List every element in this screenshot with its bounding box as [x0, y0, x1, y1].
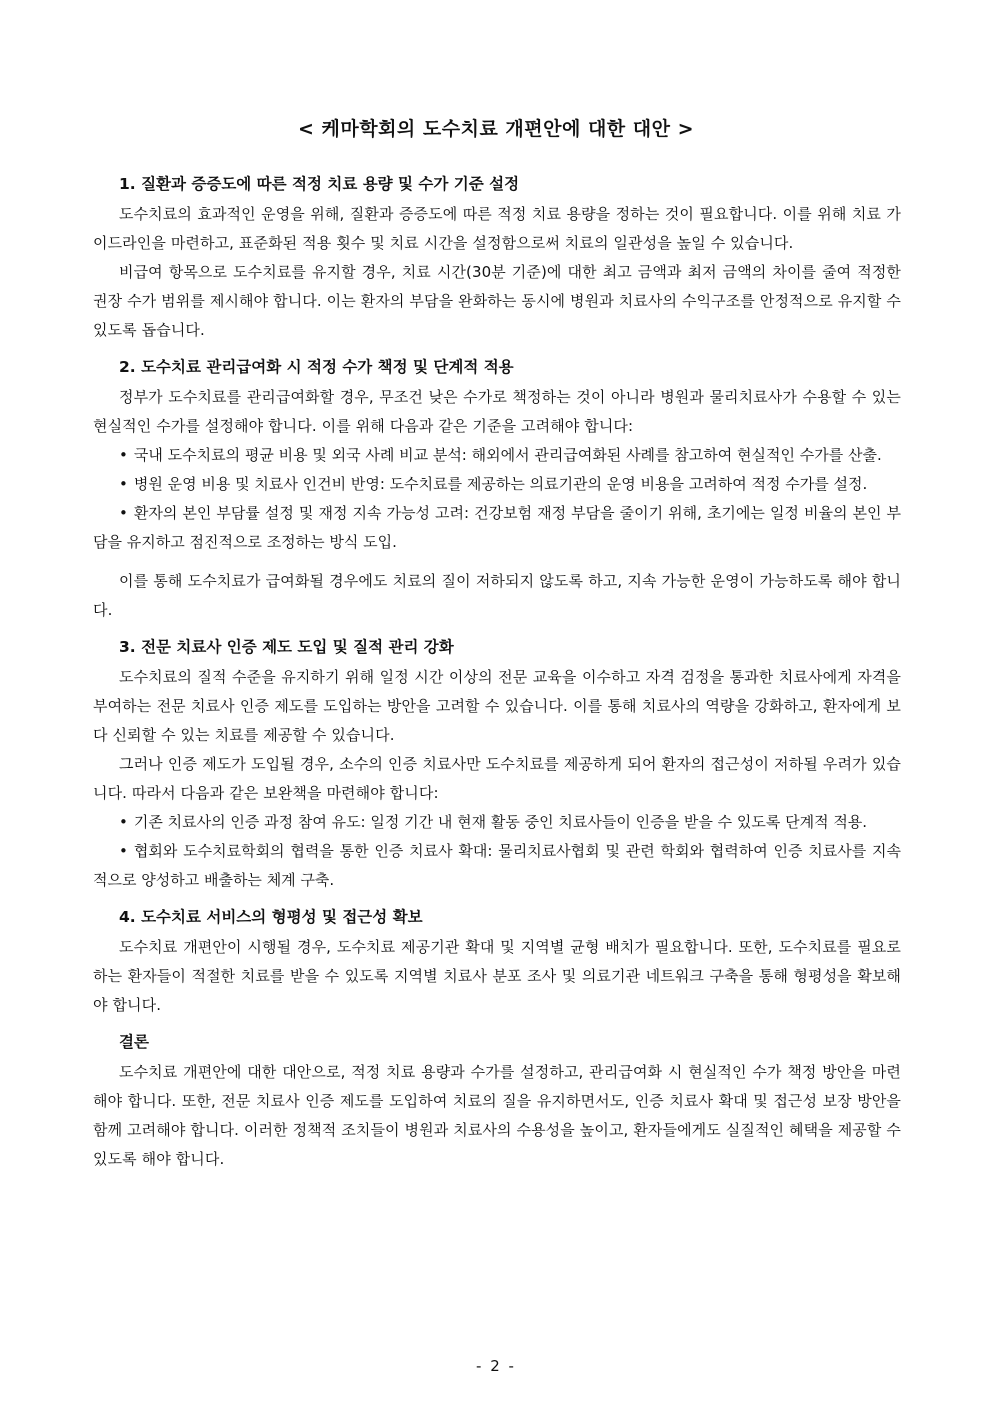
- bullet-icon: •: [119, 446, 128, 464]
- section-heading: 4. 도수치료 서비스의 형평성 및 접근성 확보: [119, 908, 423, 926]
- section-1: [93, 172, 901, 345]
- bullet-icon: •: [119, 813, 128, 831]
- section-4: [93, 905, 901, 1020]
- paragraph: 도수치료의 효과적인 운영을 위해, 질환과 증증도에 따른 적정 치료 용량을 정하는 것이 필요합니다. 이를 위해 치료 가이드라인을 마련하고, 표준화된 적용 횟수 및 치료 시간을 설정함으로써 치료의 일관성을 높일 수 있습니다.: [93, 205, 901, 252]
- section-heading: 결론: [119, 1033, 149, 1051]
- paragraph: 도수치료의 질적 수준을 유지하기 위해 일정 시간 이상의 전문 교육을 이수하고 자격 검정을 통과한 치료사에게 자격을 부여하는 전문 치료사 인증 제도를 도입하는 방안을 고려할 수 있습니다. 이를 통해 치료사의 역량을 강화하고, 환자에게 보다 신뢰할 수 있는 치료를 제공할 수 있습니다.: [93, 668, 901, 744]
- paragraph: 그러나 인증 제도가 도입될 경우, 소수의 인증 치료사만 도수치료를 제공하게 되어 환자의 접근성이 저하될 우려가 있습니다. 따라서 다음과 같은 보완책을 마련해야 합니다:: [93, 755, 901, 802]
- bullet-item: • 병원 운영 비용 및 치료사 인건비 반영: 도수치료를 제공하는 의료기관의 운영 비용을 고려하여 적정 수가를 설정.: [119, 475, 868, 493]
- page-number: - 2 -: [476, 1357, 516, 1375]
- bullet-item: • 협회와 도수치료학회의 협력을 통한 인증 치료사 확대: 물리치료사협회 및 관련 학회와 협력하여 인증 치료사를 지속적으로 양성하고 배출하는 체계 구축.: [93, 842, 901, 889]
- paragraph: 도수치료 개편안에 대한 대안으로, 적정 치료 용량과 수가를 설정하고, 관리급여화 시 현실적인 수가 책정 방안을 마련해야 합니다. 또한, 전문 치료사 인증 제도를 도입하여 치료의 질을 유지하면서도, 인증 치료사 확대 및 접근성 보장 방안을 함께 고려해야 합니다. 이러한 정책적 조치들이 병원과 치료사의 수용성을 높이고, 환자들에게도 실질적인 혜택을 제공할 수 있도록 해야 합니다.: [93, 1063, 901, 1168]
- bullet-item: • 환자의 본인 부담률 설정 및 재정 지속 가능성 고려: 건강보험 재정 부담을 줄이기 위해, 초기에는 일정 비율의 본인 부담을 유지하고 점진적으로 조정하는 방식 도입.: [93, 504, 901, 551]
- bullet-icon: •: [119, 475, 128, 493]
- paragraph: 도수치료 개편안이 시행될 경우, 도수치료 제공기관 확대 및 지역별 균형 배치가 필요합니다. 또한, 도수치료를 필요로 하는 환자들이 적절한 치료를 받을 수 있도록 지역별 치료사 분포 조사 및 의료기관 네트워크 구축을 통해 형평성을 확보해야 합니다.: [93, 938, 901, 1014]
- paragraph: 이를 통해 도수치료가 급여화될 경우에도 치료의 질이 저하되지 않도록 하고, 지속 가능한 운영이 가능하도록 해야 합니다.: [93, 572, 901, 619]
- bullet-item: • 기존 치료사의 인증 과정 참여 유도: 일정 기간 내 현재 활동 중인 치료사들이 인증을 받을 수 있도록 단계적 적용.: [119, 813, 868, 831]
- bullet-icon: •: [119, 504, 128, 522]
- bullet-icon: •: [119, 842, 128, 860]
- document-title: < 케마학회의 도수치료 개편안에 대한 대안 >: [297, 118, 695, 140]
- bullet-item: • 국내 도수치료의 평균 비용 및 외국 사례 비교 분석: 해외에서 관리급여화된 사례를 참고하여 현실적인 수가를 산출.: [119, 446, 882, 464]
- paragraph: 비급여 항목으로 도수치료를 유지할 경우, 치료 시간(30분 기준)에 대한 최고 금액과 최저 금액의 차이를 줄여 적정한 권장 수가 범위를 제시해야 합니다. 이는 환자의 부담을 완화하는 동시에 병원과 치료사의 수익구조를 안정적으로 유지할 수 있도록 돕습니다.: [93, 263, 901, 339]
- paragraph: 정부가 도수치료를 관리급여화할 경우, 무조건 낮은 수가로 책정하는 것이 아니라 병원과 물리치료사가 수용할 수 있는 현실적인 수가를 설정해야 합니다. 이를 위해 다음과 같은 기준을 고려해야 합니다:: [93, 388, 901, 435]
- section-heading: 2. 도수치료 관리급여화 시 적정 수가 책정 및 단계적 적용: [119, 358, 514, 376]
- section-conclusion: [93, 1030, 901, 1174]
- section-heading: 1. 질환과 증증도에 따른 적정 치료 용량 및 수가 기준 설정: [119, 175, 520, 193]
- section-3: [93, 635, 901, 895]
- section-heading: 3. 전문 치료사 인증 제도 도입 및 질적 관리 강화: [119, 638, 454, 656]
- section-2: [93, 355, 901, 625]
- document-body: [93, 172, 901, 1184]
